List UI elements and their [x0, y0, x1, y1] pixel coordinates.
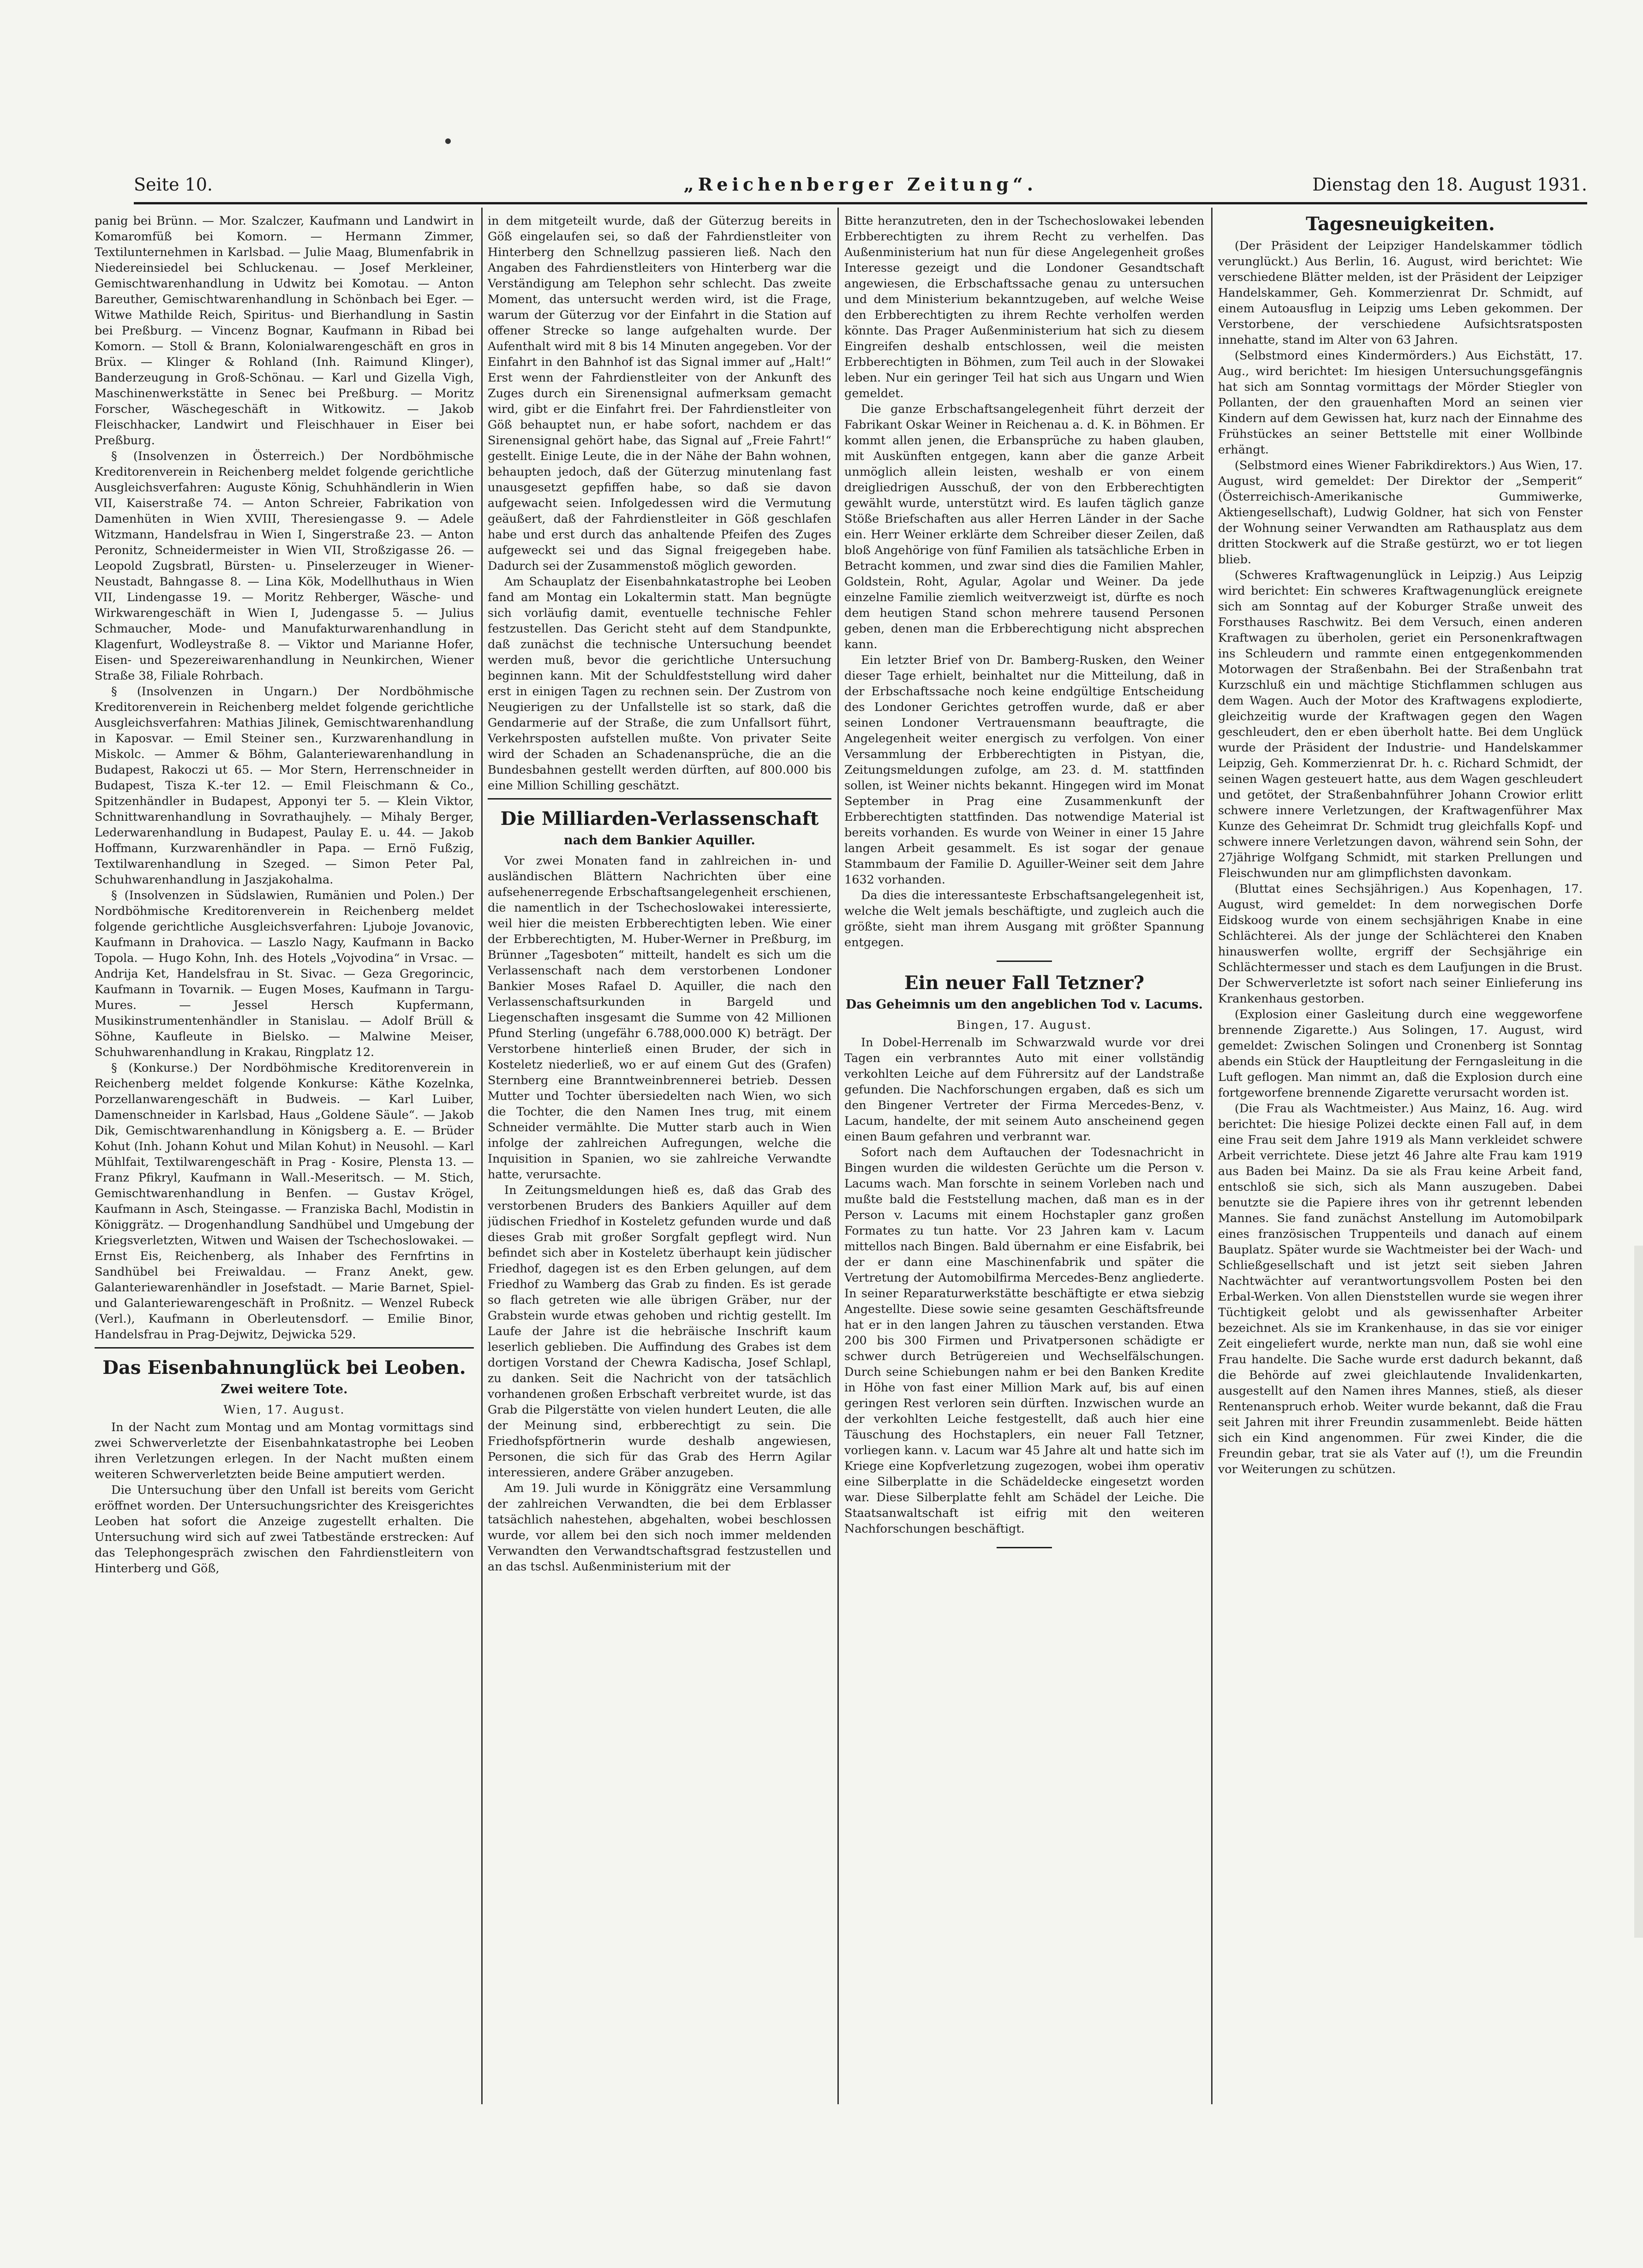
- column-divider: [481, 208, 483, 2104]
- paragraph: (Explosion einer Gasleitung durch eine weggeworfene brennende Zigarette.) Aus Solingen, 17. August, wird gemeldet: Zwischen Solingen und Cronenberg ist Sonntag abends ein Stück der Hauptleitung der Ferngasleitung in die Luft geflogen. Man nimmt an, daß die Explosion durch eine fortgeworfene brennende Zigarette verursacht worden ist.: [1218, 1008, 1583, 1100]
- paragraph: (Schweres Kraftwagenunglück in Leipzig.) Aus Leipzig wird berichtet: Ein schweres Kraftwagenunglück ereignete sich am Sonntag auf der Koburger Straße unweit des Forsthauses Raschwitz. Bei dem Versuch, einen anderen Kraftwagen zu überholen, geriet ein Personenkraftwagen ins Schleudern und rammte einen entgegenkommenden Motorwagen der Straßenbahn. Bei der Straßenbahn trat Kurzschluß ein und mächtige Stichflammen schlugen aus dem Wagen. Auch der Motor des Kraftwagens explodierte, gleichzeitig wurde der Kraftwagen gegen den Wagen geschleudert, den er eben überholt hatte. Bei dem Unglück wurde der Präsident der Industrie- und Handelskammer Leipzig, Geh. Kommerzienrat Dr. h. c. Richard Schmidt, der seinen Wagen gesteuert hatte, aus dem Wagen geschleudert und getötet, der Straßenbahnführer Johann Crowior erlitt schwere innere Verletzungen, der Kraftwagenführer Max Kunze des Geheimrat Dr. Schmidt trug gleichfalls Kopf- und schwere innere Verletzungen davon, während sein Sohn, der 27jährige Wolfgang Schmidt, mit starken Prellungen und Fleischwunden nur am glimpflichsten davonkam.: [1218, 568, 1583, 880]
- paragraph: (Der Präsident der Leipziger Handelskammer tödlich verunglückt.) Aus Berlin, 16. August, wird berichtet: Wie verschiedene Blätter melden, ist der Präsident der Leipziger Handelskammer, Geh. Kommerzienrat Dr. Schmidt, auf einem Autoausflug in Leipzig ums Leben gekommen. Der Verstorbene, der verschiedene Aufsichtsratsposten innehatte, stand im Alter von 63 Jahren.: [1218, 239, 1583, 347]
- paragraph: (Selbstmord eines Kindermörders.) Aus Eichstätt, 17. Aug., wird berichtet: Im hiesigen Untersuchungsgefängnis hat sich am Sonntag vormittags der Mörder Stiegler von Pollanten, der den grauenhaften Mord an seinen vier Kindern auf dem Gewissen hat, kurz nach der Einnahme des Frühstückes an seiner Bettstelle mit einer Wollbinde erhängt.: [1218, 349, 1583, 457]
- section-heading: Tagesneuigkeiten.: [1306, 213, 1495, 235]
- paragraph: In Dobel-Herrenalb im Schwarzwald wurde vor drei Tagen ein verbranntes Auto mit einer vollständig verkohlten Leiche auf dem Führersitz auf der Landstraße gefunden. Die Nachforschungen ergaben, daß es sich um den Bingener Vertreter der Firma Mercedes-Benz, v. Lacum, handelte, der mit seinem Auto anscheinend gegen einen Baum gefahren und verbrannt war.: [844, 1036, 1204, 1144]
- separator-rule: [997, 961, 1052, 962]
- separator-rule: [95, 1347, 474, 1349]
- paragraph: (Bluttat eines Sechsjährigen.) Aus Kopenhagen, 17. August, wird gemeldet: In dem norwegischen Dorfe Eidskoog wurde von einem sechsjährigen Knabe in eine Schlächterei. Als der junge der Schlächterei den Knaben hinauswerfen wollte, ergriff der Sechsjährige ein Schlächtermesser und stach es dem Laufjungen in die Brust. Der Schwerverletzte ist sofort nach seiner Einlieferung ins Krankenhaus gestorben.: [1218, 882, 1583, 1006]
- paragraph: Da dies die interessanteste Erbschaftsangelegenheit ist, welche die Welt jemals beschäftigte, und zugleich auch die größte, sieht man ihrem Ausgang mit größter Spannung entgegen.: [844, 889, 1204, 949]
- column-divider: [837, 208, 839, 2104]
- article-heading: Das Eisenbahnunglück bei Leoben.: [102, 1357, 466, 1379]
- header-rule: [134, 202, 1587, 204]
- paragraph: § (Insolvenzen in Südslawien, Rumänien und Polen.) Der Nordböhmische Kreditorenverein in Reichenberg meldet folgende gerichtliche Ausgleichsverfahren: Ljuboje Jovanovic, Kaufmann in Drahovica. — Laszlo Nagy, Kaufmann in Backo Topola. — Hugo Kohn, Inh. des Hotels „Vojvodina“ in Vrsac. — Andrija Ket, Handelsfrau in St. Sivac. — Geza Gregorincic, Kaufmann in Tovarnik. — Eugen Moses, Kaufmann in Targu-Mures. — Jessel Hersch Kupfermann, Musikinstrumentenhändler in Stanislau. — Adolf Brüll & Söhne, Kaufleute in Bielsko. — Malwine Meiser, Schuhwarenhandlung in Krakau, Ringplatz 12.: [95, 889, 474, 1059]
- column-3: [844, 213, 1204, 2102]
- paragraph: § (Insolvenzen in Ungarn.) Der Nordböhmische Kreditorenverein in Reichenberg meldet folgende gerichtliche Ausgleichsverfahren: Mathias Jilinek, Gemischtwarenhandlung in Kaposvar. — Emil Steiner sen., Kurzwarenhandlung in Miskolc. — Ammer & Böhm, Galanteriewarenhandlung in Budapest, Rakoczi ut 65. — Mor Stern, Herrenschneider in Budapest, Tisza K.-ter 12. — Emil Fleischmann & Co., Spitzenhändler in Budapest, Apponyi ter 5. — Klein Viktor, Schnittwarenhandlung in Sovrathaujhely. — Mihaly Berger, Lederwarenhandlung in Budapest, Paulay E. u. 44. — Jakob Hoffmann, Kurzwarenhändler in Papa. — Ernö Fußzig, Textilwarenhandlung in Szeged. — Simon Peter Pal, Schuhwarenhandlung in Jaszjakohalma.: [95, 685, 474, 887]
- paragraph: Vor zwei Monaten fand in zahlreichen in- und ausländischen Blättern Nachrichten über eine aufsehenerregende Erbschaftsangelegenheit erschienen, die namentlich in der Tschechoslowakei interessierte, weil hier die meisten Erbberechtigten leben. Wie einer der Erbberechtigten, M. Huber-Werner in Preßburg, im Brünner „Tagesboten“ mitteilt, handelt es sich um die Verlassenschaft nach dem verstorbenen Londoner Bankier Moses Rafael D. Aquiller, die nach den Verlassenschaftsurkunden in Bargeld und Liegenschaften insgesamt die Summe von 42 Millionen Pfund Sterling (ungefähr 6.788,000.000 K) beträgt. Der Verstorbene hinterließ einen Bruder, der sich in Kosteletz niederließ, wo er auf einem Gut des (Grafen) Sternberg eine Branntweinbrennerei betrieb. Dessen Mutter und Tochter übersiedelten nach Wien, wo sich die Tochter, die den Namen Ines trug, mit einem Schneider vermählte. Die Mutter starb auch in Wien infolge der zahlreichen Aufregungen, welche die Inquisition in Spanien, wo sie zahlreiche Verwandte hatte, verursachte.: [488, 854, 831, 1182]
- paragraph: Die Untersuchung über den Unfall ist bereits vom Gericht eröffnet worden. Der Untersuchungsrichter des Kreisgerichtes Leoben hat sofort die Anzeige zugestellt erhalten. Die Untersuchung wird sich auf zwei Tatbestände erstrecken: Auf das Telephongespräch zwischen den Fahrdienstleitern von Hinterberg und Göß,: [95, 1483, 474, 1576]
- paragraph: In der Nacht zum Montag und am Montag vormittags sind zwei Schwerverletzte der Eisenbahnkatastrophe bei Leoben ihren Verletzungen erlegen. In der Nacht mußten einem weiteren Schwerverletzten beide Beine amputiert werden.: [95, 1420, 474, 1481]
- adjacent-page-edge: [1634, 1246, 1643, 1938]
- paragraph: § (Konkurse.) Der Nordböhmische Kreditorenverein in Reichenberg meldet folgende Konkurse: Käthe Kozelnka, Porzellanwarengeschäft in Budweis. — Karl Luiber, Damenschneider in Karlsbad, Haus „Goldene Säule“. — Jakob Dik, Gemischtwarenhandlung in Königsberg a. E. — Brüder Kohut (Inh. Johann Kohut und Milan Kohut) in Neusohl. — Karl Mühlfait, Textilwarengeschäft in Prag - Kosire, Plensta 13. — Franz Pfikryl, Kaufmann in Wall.-Meseritsch. — M. Stich, Gemischtwarenhandlung in Benfen. — Gustav Krögel, Kaufmann in Asch, Steingasse. — Franziska Bachl, Modistin in Königgrätz. — Drogenhandlung Sandhübel und Umgebung der Kriegsverletzten, Witwen und Waisen der Tschechoslowakei. — Ernst Eis, Reichenberg, als Inhaber des Fernfrtins in Sandhübel bei Freiwaldau. — Franz Anekt, gew. Galanteriewarenhändler in Josefstadt. — Marie Barnet, Spiel- und Galanteriewarengeschäft in Proßnitz. — Wenzel Rubeck (Verl.), Kaufmann in Oberleutensdorf. — Emilie Binor, Handelsfrau in Prag-Dejwitz, Dejwicka 529.: [95, 1061, 474, 1342]
- page-number: Seite 10.: [134, 174, 213, 195]
- paragraph: Ein letzter Brief von Dr. Bamberg-Rusken, den Weiner dieser Tage erhielt, beinhaltet nur die Mitteilung, daß in der Erbschaftssache noch keine endgültige Entscheidung des Londoner Gerichtes getroffen wurde, daß er aber seinen Londoner Vertrauensmann beauftragte, die Angelegenheit weiter energisch zu verfolgen. Von einer Versammlung der Erbberechtigten in Pistyan, die, Zeitungsmeldungen zufolge, am 23. d. M. stattfinden sollen, ist Weiner nichts bekannt. Hingegen wird im Monat September in Prag eine Zusammenkunft der Erbberechtigten stattfinden. Das notwendige Material ist bereits vorhanden. Es wurde von Weiner in einer 15 Jahre langen Arbeit gesammelt. Es ist sogar der genaue Stammbaum der Familie D. Aguiller-Weiner seit dem Jahre 1632 vorhanden.: [844, 653, 1204, 887]
- page-header: [134, 171, 1587, 198]
- paragraph: Sofort nach dem Auftauchen der Todesnachricht in Bingen wurden die wildesten Gerüchte um die Person v. Lacums wach. Man forschte in seinem Vorleben nach und mußte bald die Feststellung machen, daß man es in der Person v. Lacums mit einem Hochstapler ganz großen Formates zu tun hatte. Vor 23 Jahren kam v. Lacum mittellos nach Bingen. Bald übernahm er eine Eisfabrik, bei der er dann eine Maschinenfabrik und später die Vertretung der Automobilfirma Mercedes-Benz angliederte. In seiner Reparaturwerkstätte beschäftigte er etwa siebzig Angestellte. Diese sowie seine gesamten Geschäftsfreunde hat er in den langen Jahren zu täuschen verstanden. Etwa 200 bis 300 Firmen und Privatpersonen schädigte er schwer durch Betrügereien und Wechselfälschungen. Durch seine Schiebungen nahm er bei den Banken Kredite in Höhe von fast einer Million Mark auf, bis auf einen geringen Rest verloren sein dürften. Inzwischen wurde an der verkohlten Leiche festgestellt, daß auch hier eine Täuschung des Hochstaplers, ein neuer Fall Tetzner, vorliegen kann. v. Lacum war 45 Jahre alt und hatte sich im Kriege eine Kopfverletzung zugezogen, wobei ihm operativ eine Silberplatte in die Schädeldecke eingesetzt worden war. Diese Silberplatte fehlt am Schädel der Leiche. Die Staatsanwaltschaft ist eifrig mit den weiteren Nachforschungen beschäftigt.: [844, 1146, 1204, 1536]
- paragraph: § (Insolvenzen in Österreich.) Der Nordböhmische Kreditorenverein in Reichenberg meldet folgende gerichtliche Ausgleichsverfahren: Auguste König, Schuhhändlerin in Wien VII, Kaiserstraße 74. — Anton Schreier, Fabrikation von Damenhüten in Wien XVIII, Theresiengasse 9. — Adele Witzmann, Handelsfrau in Wien I, Singerstraße 23. — Anton Peronitz, Schneidermeister in Wien VII, Stroßzigasse 26. — Leopold Zugsbratl, Bürsten- u. Pinselerzeuger in Wiener-Neustadt, Bahngasse 8. — Lina Kök, Modellhuthaus in Wien VII, Lindengasse 19. — Moritz Rehberger, Wäsche- und Wirkwarengeschäft in Wien I, Judengasse 5. — Julius Schmaucher, Mode- und Manufakturwarenhandlung in Klagenfurt, Wodleystraße 8. — Viktor und Marianne Hofer, Eisen- und Spezereiwarenhandlung in Neunkirchen, Wiener Straße 38, Filiale Rohrbach.: [95, 449, 474, 683]
- paragraph: panig bei Brünn. — Mor. Szalczer, Kaufmann und Landwirt in Komaromfüß bei Komorn. — Hermann Zimmer, Textilunternehmen in Karlsbad. — Julie Maag, Blumenfabrik in Niedereinsiedel bei Schluckenau. — Josef Merkleiner, Gemischtwarenhandlung in Udwitz bei Komotau. — Anton Bareuther, Gemischtwarenhandlung in Schönbach bei Eger. — Witwe Mathilde Reich, Spiritus- und Bierhandlung in Sastin bei Preßburg. — Vincenz Bognar, Kaufmann in Ribad bei Komorn. — Stoll & Brann, Kolonialwarengeschäft en gros in Brüx. — Klinger & Rohland (Inh. Raimund Klinger), Banderzeugung in Groß-Schönau. — Karl und Gizella Vigh, Maschinenwerkstätte in Senec bei Preßburg. — Moritz Forscher, Wäschegeschäft in Witkowitz. — Jakob Fleischhacker, Landwirt und Fleischhauer in Eiser bei Preßburg.: [95, 214, 474, 448]
- newspaper-title: „Reichenberger Zeitung“.: [683, 174, 1038, 195]
- paragraph: (Die Frau als Wachtmeister.) Aus Mainz, 16. Aug. wird berichtet: Die hiesige Polizei deckte einen Fall auf, in dem eine Frau seit dem Jahre 1919 als Mann verkleidet schwere Arbeit verrichtete. Diese jetzt 46 Jahre alte Frau kam 1919 aus Baden bei Mainz. Da sie als Frau keine Arbeit fand, entschloß sie sich, sich als Mann auszugeben. Dabei benutzte sie die Papiere ihres von ihr getrennt lebenden Mannes. Sie fand zunächst Anstellung im Automobilpark eines französischen Truppenteils und danach auf einem Bauplatz. Später wurde sie Wachtmeister bei der Wach- und Schließgesellschaft und ist jetzt seit sieben Jahren Nachtwächter auf verantwortungsvollem Posten bei den Erbal-Werken. Von allen Dienststellen wurde sie wegen ihrer Tüchtigkeit gelobt und als gewissenhafter Arbeiter bezeichnet. Als sie im Krankenhause, in das sie vor einiger Zeit eingeliefert wurde, nerkte man nun, daß sie wohl eine Frau handelte. Die Sache wurde erst dadurch bekannt, daß die Behörde auf zwei gleichlautende Invalidenkarten, ausgestellt auf den Namen ihres Mannes, stieß, als dieser Rentenanspruch erhob. Weiter wurde bekannt, daß die Frau seit Jahren mit ihrer Freundin zusammenlebt. Beide hätten sich ein Kind angenommen. Für zwei Kinder, die die Freundin gebar, trat sie als Vater auf (!), um die Freundin vor Weiterungen zu schützen.: [1218, 1102, 1583, 1476]
- article-heading: Ein neuer Fall Tetzner?: [904, 972, 1145, 994]
- paragraph: in dem mitgeteilt wurde, daß der Güterzug bereits in Göß eingelaufen sei, so daß der Fahrdienstleiter von Hinterberg den Schnellzug passieren ließ. Nach den Angaben des Fahrdienstleiters von Hinterberg war die Verständigung am Telephon sehr schlecht. Das zweite Moment, das untersucht werden wird, ist die Frage, warum der Güterzug vor der Einfahrt in die Station auf offener Strecke so lange aufgehalten wurde. Der Aufenthalt wird mit 8 bis 14 Minuten angegeben. Vor der Einfahrt in den Bahnhof ist das Signal immer auf „Halt!“ Erst wenn der Fahrdienstleiter von der Ankunft des Zuges durch ein Sirenensignal aufmerksam gemacht wird, gibt er die Einfahrt frei. Der Fahrdienstleiter von Göß behauptet nun, er habe sofort, nachdem er das Sirenensignal gehört habe, das Signal auf „Freie Fahrt!“ gestellt. Einige Leute, die in der Nähe der Bahn wohnen, behaupten jedoch, daß der Güterzug minutenlang fast unausgesetzt gepfiffen habe, so daß sie davon aufgewacht seien. Infolgedessen wird die Vermutung geäußert, daß der Fahrdienstleiter in Göß geschlafen habe und erst durch das anhaltende Pfeifen des Zuges aufgeweckt sei und das Signal freigegeben habe. Dadurch sei der Zusammenstoß möglich geworden.: [488, 214, 831, 573]
- column-4: [1218, 213, 1583, 2102]
- dateline: Wien, 17. August.: [223, 1403, 345, 1417]
- paragraph: Am 19. Juli wurde in Königgrätz eine Versammlung der zahlreichen Verwandten, die bei dem Erblasser tatsächlich nahestehen, abgehalten, wobei beschlossen wurde, vor allem bei den sich noch immer meldenden Verwandten den Verwandtschaftsgrad festzustellen und an das tschsl. Außenministerium mit der: [488, 1481, 831, 1574]
- dateline: Bingen, 17. August.: [956, 1018, 1092, 1032]
- paragraph: Bitte heranzutreten, den in der Tschechoslowakei lebenden Erbberechtigten zu ihrem Recht zu verhelfen. Das Außenministerium hat nun für diese Angelegenheit großes Interesse gezeigt und die Londoner Gesandtschaft angewiesen, die Erbschaftssache genau zu untersuchen und dem Ministerium bekanntzugeben, auf welche Weise den Erbberechtigten zu ihrem Rechte verholfen werden könnte. Das Prager Außenministerium hat sich zu diesem Eingreifen deshalb entschlossen, weil die meisten Erbberechtigten in Böhmen, zum Teil auch in der Slowakei leben. Nur ein geringer Teil hat sich aus Ungarn und Wien gemeldet.: [844, 214, 1204, 400]
- ink-dot: [445, 138, 451, 144]
- column-1: [95, 213, 474, 2102]
- paragraph: Am Schauplatz der Eisenbahnkatastrophe bei Leoben fand am Montag ein Lokaltermin statt. Man begnügte sich vorläufig damit, eventuelle technische Fehler festzustellen. Das Gericht steht auf dem Standpunkte, daß zunächst die technische Untersuchung beendet werden muß, bevor die gerichtliche Untersuchung beginnen kann. Mit der Schuldfeststellung wird daher erst in einigen Tagen zu rechnen sein. Der Zustrom von Neugierigen zu der Unfallstelle ist so stark, daß die Gendarmerie auf der Straße, die zum Unfallsort führt, Verkehrsposten aufstellen mußte. Von privater Seite wird der Schaden an Schadenansprüche, die an die Bundesbahnen gestellt werden dürften, auf 800.000 bis eine Million Schilling geschätzt.: [488, 575, 831, 793]
- separator-rule: [488, 798, 831, 800]
- article-subheading: Zwei weitere Tote.: [221, 1382, 348, 1397]
- issue-date: Dienstag den 18. August 1931.: [1312, 174, 1587, 195]
- paragraph: Die ganze Erbschaftsangelegenheit führt derzeit der Fabrikant Oskar Weiner in Reichenau a. d. K. in Böhmen. Er kommt allen jenen, die Erbansprüche zu haben glauben, mit Auskünften entgegen, kann aber die ganze Arbeit unmöglich allein leisten, weshalb er von einem dreigliedrigen Ausschuß, der von den Erbberechtigten gewählt wurde, unterstützt wird. Es laufen täglich ganze Stöße Briefschaften aus aller Herren Länder in der Sache ein. Herr Weiner erklärte dem Schreiber dieser Zeilen, daß bloß Angehörige von fünf Familien als tatsächliche Erben in Betracht kommen, und zwar sind dies die Familien Mahler, Goldstein, Roht, Agular, Agolar und Weiner. Da jede einzelne Familie ziemlich weitverzweigt ist, dürfte es noch dem heutigen Stand schon mehrere tausend Personen geben, denen man die Erbberechtigung nicht absprechen kann.: [844, 402, 1204, 651]
- column-divider: [1211, 208, 1213, 2104]
- separator-rule: [997, 1547, 1052, 1548]
- column-2: [488, 213, 831, 2102]
- article-heading: Die Milliarden-Verlassenschaft: [500, 808, 819, 830]
- article-subheading: Das Geheimnis um den angeblichen Tod v. Lacums.: [845, 997, 1203, 1012]
- paragraph: In Zeitungsmeldungen hieß es, daß das Grab des verstorbenen Bruders des Bankiers Aquiller auf dem jüdischen Friedhof in Kosteletz gefunden wurde und daß dieses Grab mit großer Sorgfalt gepflegt wird. Nun befindet sich aber in Kosteletz überhaupt kein jüdischer Friedhof, dagegen ist es den Erben gelungen, auf dem Friedhof zu Wamberg das Grab zu finden. Es ist gerade so flach getreten wie alle übrigen Gräber, nur der Grabstein wurde etwas gehoben und richtig gestellt. Im Laufe der Jahre ist die hebräische Inschrift kaum leserlich geblieben. Die Auffindung des Grabes ist dem dortigen Vorstand der Chewra Kadischa, Josef Schlapl, zu danken. Seit die Nachricht von der tatsächlich vorhandenen großen Erbschaft verbreitet wurde, ist das Grab die Pilgerstätte von vielen hundert Leuten, die alle der Meinung sind, erbberechtigt zu sein. Die Friedhofspförtnerin wurde deshalb angewiesen, Personen, die sich für das Grab des Herrn Agilar interessieren, andere Gräber anzugeben.: [488, 1183, 831, 1480]
- paragraph: (Selbstmord eines Wiener Fabrikdirektors.) Aus Wien, 17. August, wird gemeldet: Der Direktor der „Semperit“ (Österreichisch-Amerikanische Gummiwerke, Aktiengesellschaft), Ludwig Goldner, hat sich von Fenster der Wohnung seiner Verwandten am Rathausplatz aus dem dritten Stockwerk auf die Straße gestürzt, wo er tot liegen blieb.: [1218, 459, 1583, 567]
- article-subheading: nach dem Bankier Aquiller.: [564, 833, 755, 848]
